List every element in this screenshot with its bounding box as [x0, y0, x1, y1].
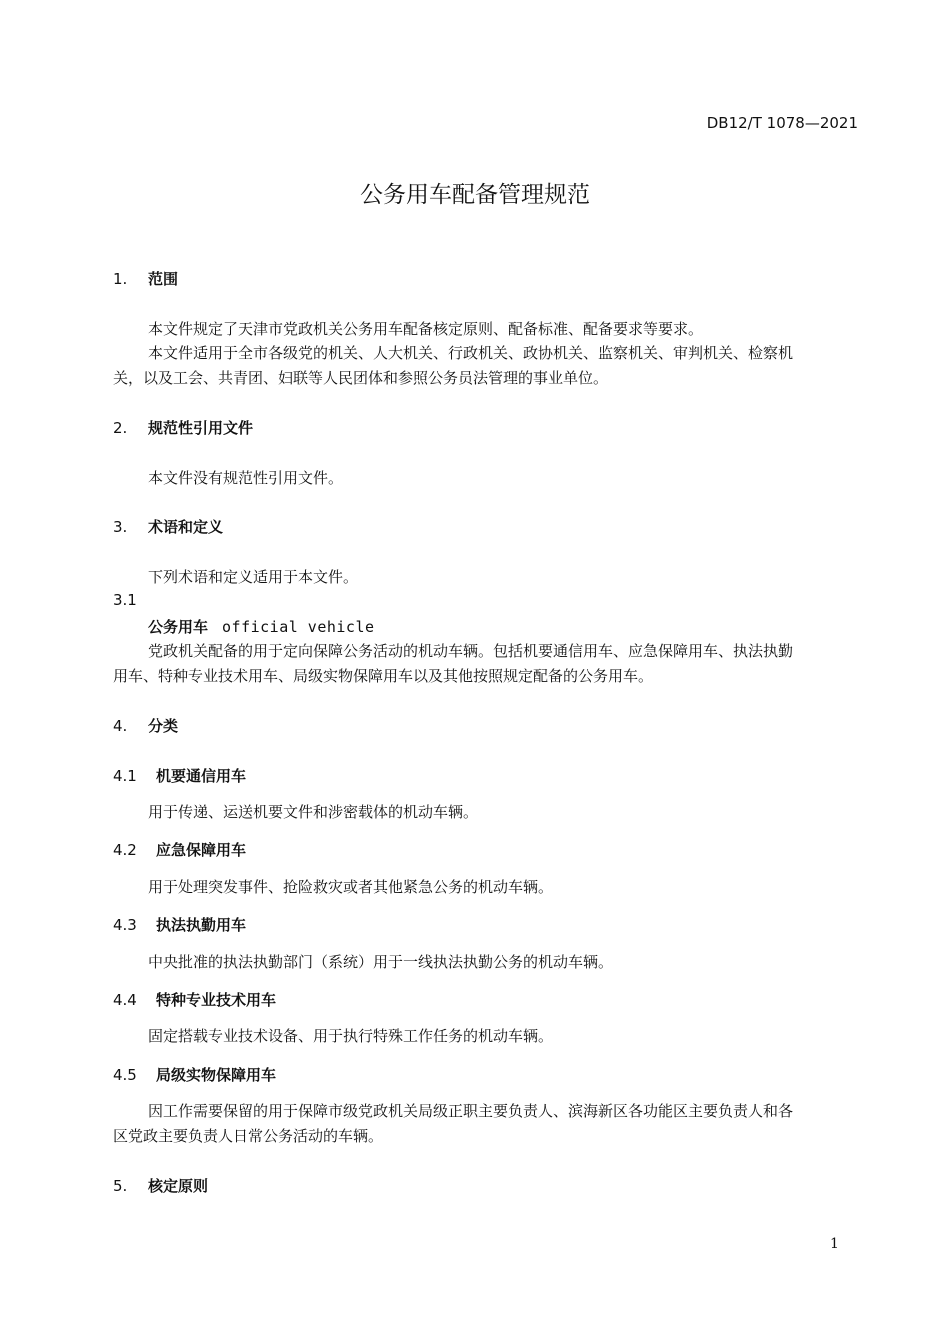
section-number: 3.	[113, 518, 128, 536]
subsection-number: 4.5	[113, 1066, 137, 1084]
subsection-4-3-paragraph: 中央批准的执法执勤部门（系统）用于一线执法执勤公务的机动车辆。	[148, 953, 614, 971]
section-4-heading	[113, 715, 178, 736]
subsection-4-4-heading	[113, 989, 276, 1010]
subsection-4-5-paragraph-line-1: 因工作需要保留的用于保障市级党政机关局级正职主要负责人、滨海新区各功能区主要负责人和各	[148, 1102, 794, 1120]
section-1-paragraph-1: 本文件规定了天津市党政机关公务用车配备核定原则、配备标准、配备要求等要求。	[148, 320, 704, 338]
subsection-number: 4.2	[113, 841, 137, 859]
section-number: 1.	[113, 270, 128, 288]
subsection-4-5-heading	[113, 1064, 276, 1085]
section-1-heading	[113, 268, 178, 289]
term-3-1-heading	[148, 616, 375, 637]
subsection-4-4-paragraph: 固定搭载专业技术设备、用于执行特殊工作任务的机动车辆。	[148, 1027, 554, 1045]
subsection-title: 应急保障用车	[156, 841, 247, 859]
subsection-4-3-heading	[113, 914, 246, 935]
subsection-number: 4.4	[113, 991, 137, 1009]
subsection-title: 特种专业技术用车	[156, 991, 277, 1009]
subsection-4-1-heading	[113, 765, 246, 786]
subsection-number: 4.1	[113, 767, 137, 785]
subsection-number: 4.3	[113, 916, 137, 934]
subsection-4-2-paragraph: 用于处理突发事件、抢险救灾或者其他紧急公务的机动车辆。	[148, 878, 554, 896]
term-chinese: 公务用车	[148, 618, 209, 636]
section-5-heading	[113, 1175, 208, 1196]
subsection-4-5-paragraph-line-2: 区党政主要负责人日常公务活动的车辆。	[113, 1127, 384, 1145]
standard-code: DB12/T 1078—2021	[706, 114, 858, 132]
section-3-paragraph: 下列术语和定义适用于本文件。	[148, 568, 359, 586]
document-title: 公务用车配备管理规范	[360, 182, 590, 208]
section-number: 5.	[113, 1177, 128, 1195]
section-number: 2.	[113, 419, 128, 437]
subsection-title: 局级实物保障用车	[156, 1066, 277, 1084]
subsection-title: 执法执勤用车	[156, 916, 247, 934]
section-3-heading	[113, 516, 223, 537]
section-title: 核定原则	[148, 1177, 209, 1195]
term-3-1-definition-line-1: 党政机关配备的用于定向保障公务活动的机动车辆。包括机要通信用车、应急保障用车、执法执勤	[148, 642, 794, 660]
section-1-paragraph-2-line-1: 本文件适用于全市各级党的机关、人大机关、行政机关、政协机关、监察机关、审判机关、检察机	[148, 344, 794, 362]
subsection-title: 机要通信用车	[156, 767, 247, 785]
section-title: 分类	[148, 717, 179, 735]
section-2-heading	[113, 417, 253, 438]
term-3-1-number: 3.1	[113, 591, 137, 609]
term-english: official vehicle	[222, 618, 375, 636]
section-title: 规范性引用文件	[148, 419, 254, 437]
subsection-4-2-heading	[113, 839, 246, 860]
section-2-paragraph: 本文件没有规范性引用文件。	[148, 469, 344, 487]
section-1-paragraph-2-line-2: 关，以及工会、共青团、妇联等人民团体和参照公务员法管理的事业单位。	[113, 369, 609, 387]
subsection-4-1-paragraph: 用于传递、运送机要文件和涉密载体的机动车辆。	[148, 803, 479, 821]
section-title: 范围	[148, 270, 179, 288]
term-3-1-definition-line-2: 用车、特种专业技术用车、局级实物保障用车以及其他按照规定配备的公务用车。	[113, 667, 654, 685]
page-number: 1	[830, 1236, 839, 1252]
section-number: 4.	[113, 717, 128, 735]
section-title: 术语和定义	[148, 518, 224, 536]
